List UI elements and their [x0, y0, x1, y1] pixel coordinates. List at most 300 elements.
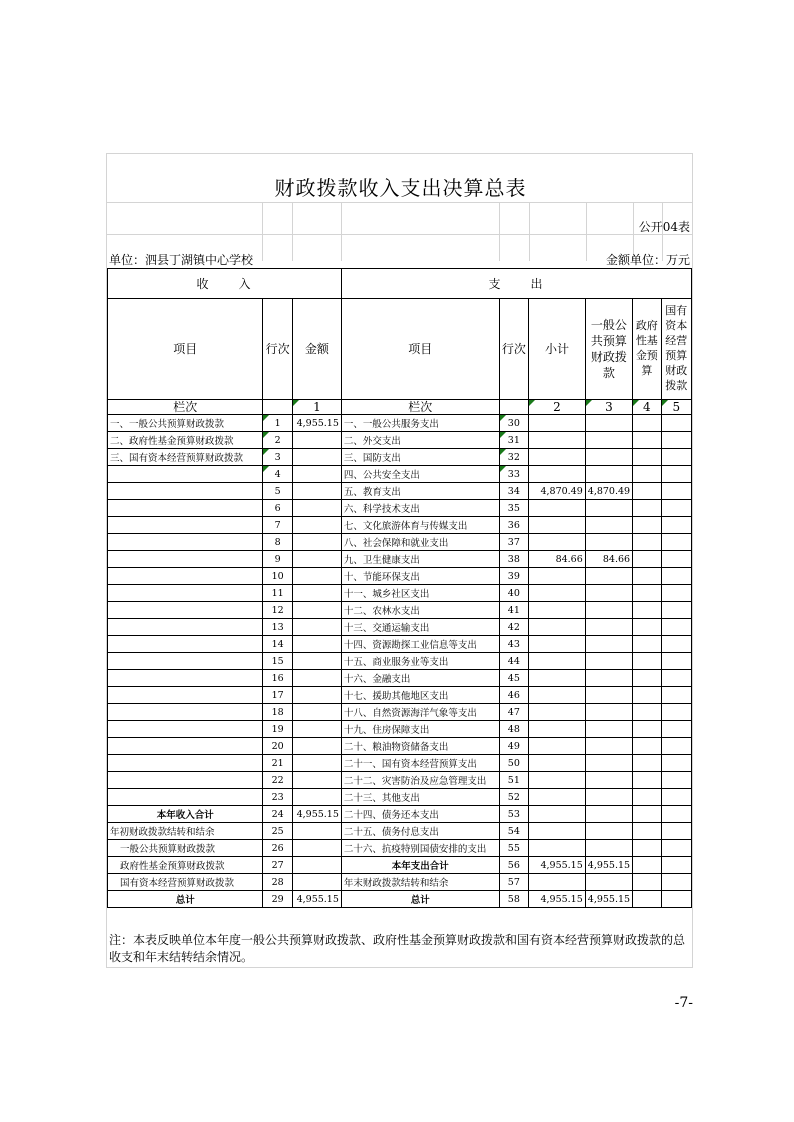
col-index-blank: [263, 400, 293, 415]
table-row: [108, 857, 692, 874]
line-no: 39: [499, 568, 529, 585]
income-item: [108, 670, 263, 687]
subtotal-amount: [529, 704, 586, 721]
line-no: 53: [499, 806, 529, 823]
grand-total-general: 4,955.15: [585, 891, 632, 908]
line-no: 12: [263, 602, 293, 619]
gov-fund-amount: [633, 619, 661, 636]
income-amount: [292, 772, 341, 789]
line-no: 42: [499, 619, 529, 636]
footnote: 注：本表反映单位本年度一般公共预算财政拨款、政府性基金预算财政拨款和国有资本经营预算财政拨款的总收支和年末结转结余情况。: [109, 933, 686, 964]
income-item: [108, 772, 263, 789]
table-row: [108, 483, 692, 500]
table-row: [108, 789, 692, 806]
state-capital-amount: [661, 789, 691, 806]
table-row: [108, 466, 692, 483]
table-row: [108, 500, 692, 517]
expense-item: 二十三、其他支出: [341, 789, 499, 806]
expense-item: 四、公共安全支出: [341, 466, 499, 483]
line-no: 1: [263, 415, 293, 432]
expense-item: 十二、农林水支出: [341, 602, 499, 619]
state-capital-amount: [661, 449, 691, 466]
header-row-columns: [108, 299, 692, 400]
income-amount: [292, 432, 341, 449]
general-budget-amount: [585, 704, 632, 721]
general-budget-amount: [585, 568, 632, 585]
line-no: 19: [263, 721, 293, 738]
income-amount: [292, 585, 341, 602]
income-amount: [292, 534, 341, 551]
income-amount: [292, 619, 341, 636]
line-no: 57: [499, 874, 529, 891]
expense-item: 八、社会保障和就业支出: [341, 534, 499, 551]
gov-fund-amount: [633, 483, 661, 500]
line-no: 15: [263, 653, 293, 670]
state-capital-amount: [661, 534, 691, 551]
line-no: 50: [499, 755, 529, 772]
general-budget-amount: [585, 466, 632, 483]
general-budget-amount: [585, 721, 632, 738]
gov-fund-amount: [633, 653, 661, 670]
subtotal-amount: [529, 755, 586, 772]
col-index-blank: [499, 400, 529, 415]
line-no: 29: [263, 891, 293, 908]
subtotal-amount: [529, 619, 586, 636]
income-amount: [292, 551, 341, 568]
income-section-header: 收 入: [108, 269, 342, 299]
report-sheet: [106, 153, 693, 968]
col-index-3: 3: [585, 400, 632, 415]
income-total-amount: 4,955.15: [292, 806, 341, 823]
gov-fund-amount: [633, 500, 661, 517]
line-no: 27: [263, 857, 293, 874]
subtotal-amount: [529, 602, 586, 619]
expense-item: 十七、援助其他地区支出: [341, 687, 499, 704]
expense-item: 二十一、国有资本经营预算支出: [341, 755, 499, 772]
subtotal-amount: [529, 721, 586, 738]
expense-item: 二十五、债务付息支出: [341, 823, 499, 840]
table-row: [108, 636, 692, 653]
subtotal-amount: [529, 466, 586, 483]
income-item: [108, 585, 263, 602]
line-no: 49: [499, 738, 529, 755]
line-no: 32: [499, 449, 529, 466]
income-amount: [292, 602, 341, 619]
subtotal-amount: [529, 534, 586, 551]
state-capital-amount: [661, 721, 691, 738]
state-capital-amount: [661, 636, 691, 653]
carry-in-fund: 政府性基金预算财政拨款: [108, 857, 263, 874]
expense-item: 十五、商业服务业等支出: [341, 653, 499, 670]
line-no: 4: [263, 466, 293, 483]
general-budget-amount: [585, 432, 632, 449]
general-budget-amount: [585, 602, 632, 619]
general-budget-amount: [585, 619, 632, 636]
grid-line: [341, 202, 342, 261]
grand-total-income-amount: 4,955.15: [292, 891, 341, 908]
general-budget-amount: [585, 534, 632, 551]
gov-fund-amount: [633, 568, 661, 585]
col-index-5: 5: [661, 400, 691, 415]
line-no: 52: [499, 789, 529, 806]
general-budget-amount: [585, 755, 632, 772]
line-no: 40: [499, 585, 529, 602]
table-row: [108, 415, 692, 432]
gov-fund-amount: [633, 432, 661, 449]
gov-fund-amount: [633, 636, 661, 653]
grand-total-subtotal: 4,955.15: [529, 891, 586, 908]
income-amount-header: 金额: [292, 299, 341, 400]
header-row-col-index: [108, 400, 692, 415]
income-item: [108, 653, 263, 670]
table-code: 公开04表: [638, 220, 690, 234]
subtotal-amount: [529, 500, 586, 517]
state-capital-amount: [661, 517, 691, 534]
grid-line: [529, 202, 530, 261]
line-no: 58: [499, 891, 529, 908]
table-row: [108, 432, 692, 449]
gov-fund-amount: [633, 772, 661, 789]
table-row: [108, 687, 692, 704]
table-row: [108, 517, 692, 534]
expense-section-header: 支 出: [341, 269, 691, 299]
subtotal-amount: [529, 415, 586, 432]
income-amount: [292, 483, 341, 500]
table-row: [108, 755, 692, 772]
general-budget-header: 一般公共预算财政拨款: [585, 299, 632, 400]
subtotal-amount: [529, 687, 586, 704]
carry-in-label: 年初财政拨款结转和结余: [108, 823, 263, 840]
general-budget-amount: [585, 636, 632, 653]
gov-fund-amount: [633, 466, 661, 483]
line-no: 56: [499, 857, 529, 874]
income-item: [108, 534, 263, 551]
income-item: 一、一般公共预算财政拨款: [108, 415, 263, 432]
expense-total-label: 本年支出合计: [341, 857, 499, 874]
expense-item-header: 项目: [341, 299, 499, 400]
expense-item: 九、卫生健康支出: [341, 551, 499, 568]
expense-total-general: 4,955.15: [585, 857, 632, 874]
col-label: 栏次: [341, 400, 499, 415]
line-no: 14: [263, 636, 293, 653]
gov-fund-amount: [633, 517, 661, 534]
gov-fund-amount: [633, 738, 661, 755]
expense-item: 十九、住房保障支出: [341, 721, 499, 738]
expense-item: 二十、粮油物资储备支出: [341, 738, 499, 755]
expense-item: 二、外交支出: [341, 432, 499, 449]
expense-item: 十、节能环保支出: [341, 568, 499, 585]
subtotal-amount: [529, 653, 586, 670]
general-budget-amount: [585, 738, 632, 755]
line-no: 46: [499, 687, 529, 704]
gov-fund-amount: [633, 687, 661, 704]
state-capital-amount: [661, 653, 691, 670]
state-capital-amount: [661, 466, 691, 483]
state-capital-amount: [661, 568, 691, 585]
line-no: 2: [263, 432, 293, 449]
carry-in-capital: 国有资本经营预算财政拨款: [108, 874, 263, 891]
expense-total-subtotal: 4,955.15: [529, 857, 586, 874]
general-budget-amount: [585, 449, 632, 466]
table-row: [108, 449, 692, 466]
table-row: [108, 670, 692, 687]
general-budget-amount: [585, 653, 632, 670]
income-amount: [292, 500, 341, 517]
income-item: [108, 551, 263, 568]
expense-item: 十四、资源勘探工业信息等支出: [341, 636, 499, 653]
general-budget-amount: [585, 670, 632, 687]
general-budget-amount: [585, 500, 632, 517]
carry-out-label: 年末财政拨款结转和结余: [341, 874, 499, 891]
line-no: 51: [499, 772, 529, 789]
line-no: 5: [263, 483, 293, 500]
gov-fund-amount: [633, 585, 661, 602]
income-item: [108, 738, 263, 755]
income-item: [108, 704, 263, 721]
subtotal-amount: [529, 670, 586, 687]
general-budget-amount: [585, 415, 632, 432]
income-item-header: 项目: [108, 299, 263, 400]
grand-total-income-label: 总计: [108, 891, 263, 908]
expense-item: 十一、城乡社区支出: [341, 585, 499, 602]
state-capital-amount: [661, 670, 691, 687]
income-amount: [292, 704, 341, 721]
general-budget-amount: [585, 585, 632, 602]
col-index-2: 2: [529, 400, 586, 415]
expense-item: 二十四、债务还本支出: [341, 806, 499, 823]
amount-unit: 金额单位：万元: [605, 253, 690, 267]
state-capital-amount: [661, 551, 691, 568]
expense-item: 五、教育支出: [341, 483, 499, 500]
gov-fund-amount: [633, 670, 661, 687]
line-no: 48: [499, 721, 529, 738]
income-amount: [292, 687, 341, 704]
subtotal-amount: [529, 432, 586, 449]
income-item: [108, 500, 263, 517]
income-item: [108, 755, 263, 772]
line-no: 10: [263, 568, 293, 585]
table-row: [108, 738, 692, 755]
gov-fund-amount: [633, 415, 661, 432]
income-amount: [292, 789, 341, 806]
line-no: 38: [499, 551, 529, 568]
line-no: 9: [263, 551, 293, 568]
income-amount: [292, 755, 341, 772]
grid-line: [292, 202, 293, 261]
line-no: 55: [499, 840, 529, 857]
line-no: 16: [263, 670, 293, 687]
expense-item: 十八、自然资源海洋气象等支出: [341, 704, 499, 721]
expense-item: 六、科学技术支出: [341, 500, 499, 517]
income-amount: [292, 653, 341, 670]
table-row: [108, 772, 692, 789]
general-budget-amount: 4,870.49: [585, 483, 632, 500]
income-item: 二、政府性基金预算财政拨款: [108, 432, 263, 449]
line-no: 3: [263, 449, 293, 466]
state-capital-amount: [661, 432, 691, 449]
income-amount: [292, 721, 341, 738]
gov-fund-amount: [633, 704, 661, 721]
general-budget-amount: [585, 772, 632, 789]
line-no: 43: [499, 636, 529, 653]
line-no: 37: [499, 534, 529, 551]
gov-fund-header: 政府性基金预算: [633, 299, 661, 400]
state-capital-amount: [661, 755, 691, 772]
income-total-label: 本年收入合计: [108, 806, 263, 823]
state-capital-amount: [661, 704, 691, 721]
income-amount: [292, 738, 341, 755]
income-item: [108, 619, 263, 636]
line-no: 41: [499, 602, 529, 619]
expense-item: 一、一般公共服务支出: [341, 415, 499, 432]
general-budget-amount: 84.66: [585, 551, 632, 568]
line-no: 28: [263, 874, 293, 891]
general-budget-amount: [585, 687, 632, 704]
state-capital-amount: [661, 483, 691, 500]
line-no: 21: [263, 755, 293, 772]
line-no: 13: [263, 619, 293, 636]
subtotal-amount: [529, 585, 586, 602]
line-no: 54: [499, 823, 529, 840]
gov-fund-amount: [633, 755, 661, 772]
general-budget-amount: [585, 789, 632, 806]
subtotal-amount: [529, 772, 586, 789]
subtotal-amount: [529, 568, 586, 585]
income-amount: [292, 517, 341, 534]
unit-organization: 单位：泗县丁湖镇中心学校: [109, 253, 254, 267]
line-no: 22: [263, 772, 293, 789]
income-amount: [292, 670, 341, 687]
table-row: [108, 653, 692, 670]
line-no: 44: [499, 653, 529, 670]
income-item: [108, 721, 263, 738]
state-capital-amount: [661, 772, 691, 789]
line-no: 34: [499, 483, 529, 500]
expense-item: 二十六、抗疫特别国债安排的支出: [341, 840, 499, 857]
line-no: 26: [263, 840, 293, 857]
expense-item: 二十二、灾害防治及应急管理支出: [341, 772, 499, 789]
income-line-no-header: 行次: [263, 299, 293, 400]
state-capital-amount: [661, 500, 691, 517]
state-capital-amount: [661, 738, 691, 755]
table-row: [108, 806, 692, 823]
col-label: 栏次: [108, 400, 263, 415]
grand-total-expense-label: 总计: [341, 891, 499, 908]
gov-fund-amount: [633, 721, 661, 738]
line-no: 24: [263, 806, 293, 823]
line-no: 33: [499, 466, 529, 483]
subtotal-amount: 4,870.49: [529, 483, 586, 500]
expense-item: 三、国防支出: [341, 449, 499, 466]
expense-item: 十六、金融支出: [341, 670, 499, 687]
subtotal-amount: [529, 449, 586, 466]
general-budget-amount: [585, 517, 632, 534]
table-row: [108, 874, 692, 891]
subtotal-amount: 84.66: [529, 551, 586, 568]
table-row: [108, 619, 692, 636]
line-no: 30: [499, 415, 529, 432]
income-amount: [292, 466, 341, 483]
subtotal-amount: [529, 789, 586, 806]
grid-line: [499, 202, 500, 261]
table-row: [108, 891, 692, 908]
income-amount: [292, 636, 341, 653]
expense-item: 七、文化旅游体育与传媒支出: [341, 517, 499, 534]
line-no: 20: [263, 738, 293, 755]
income-amount: [292, 449, 341, 466]
line-no: 31: [499, 432, 529, 449]
carry-in-general: 一般公共预算财政拨款: [108, 840, 263, 857]
table-row: [108, 721, 692, 738]
col-index-4: 4: [633, 400, 661, 415]
line-no: 8: [263, 534, 293, 551]
income-item: 三、国有资本经营预算财政拨款: [108, 449, 263, 466]
line-no: 45: [499, 670, 529, 687]
subtotal-amount: [529, 517, 586, 534]
subtotal-header: 小计: [529, 299, 586, 400]
income-item: [108, 602, 263, 619]
table-row: [108, 534, 692, 551]
expense-item: 十三、交通运输支出: [341, 619, 499, 636]
line-no: 25: [263, 823, 293, 840]
state-capital-header: 国有资本经营预算财政拨款: [661, 299, 691, 400]
state-capital-amount: [661, 619, 691, 636]
gov-fund-amount: [633, 534, 661, 551]
gov-fund-amount: [633, 449, 661, 466]
line-no: 35: [499, 500, 529, 517]
state-capital-amount: [661, 687, 691, 704]
grid-line: [107, 202, 692, 203]
grid-line: [586, 202, 587, 261]
state-capital-amount: [661, 585, 691, 602]
table-row: [108, 840, 692, 857]
line-no: 6: [263, 500, 293, 517]
income-amount: 4,955.15: [292, 415, 341, 432]
line-no: 36: [499, 517, 529, 534]
table-row: [108, 568, 692, 585]
line-no: 23: [263, 789, 293, 806]
line-no: 47: [499, 704, 529, 721]
income-item: [108, 568, 263, 585]
line-no: 11: [263, 585, 293, 602]
income-item: [108, 483, 263, 500]
header-row-sections: [108, 269, 692, 299]
finance-table: [107, 268, 692, 908]
subtotal-amount: [529, 738, 586, 755]
state-capital-amount: [661, 415, 691, 432]
table-row: [108, 704, 692, 721]
income-amount: [292, 568, 341, 585]
income-item: [108, 517, 263, 534]
report-title: 财政拨款收入支出决算总表: [274, 176, 527, 200]
grid-line: [107, 234, 692, 235]
income-item: [108, 636, 263, 653]
table-row: [108, 823, 692, 840]
expense-line-no-header: 行次: [499, 299, 529, 400]
line-no: 7: [263, 517, 293, 534]
col-index-1: 1: [292, 400, 341, 415]
gov-fund-amount: [633, 602, 661, 619]
income-item: [108, 789, 263, 806]
page-number: -7-: [674, 995, 693, 1011]
gov-fund-amount: [633, 789, 661, 806]
line-no: 18: [263, 704, 293, 721]
income-item: [108, 687, 263, 704]
table-row: [108, 551, 692, 568]
gov-fund-amount: [633, 551, 661, 568]
income-item: [108, 466, 263, 483]
table-row: [108, 602, 692, 619]
